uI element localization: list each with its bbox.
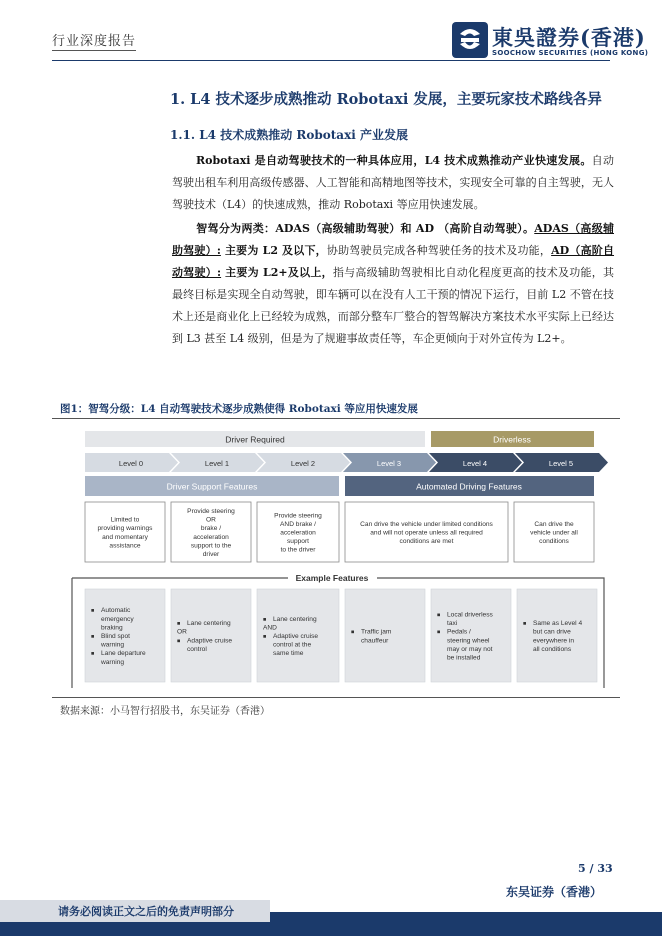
paragraph-robotaxi-intro — [172, 150, 614, 216]
example-line: Traffic jam — [361, 628, 392, 636]
example-connector: AND — [263, 624, 277, 632]
bullet-icon: ■ — [437, 612, 441, 619]
level-descriptions — [85, 502, 594, 562]
company-logo — [452, 22, 649, 60]
description-line: AND brake / — [280, 520, 316, 528]
description-line: assistance — [109, 542, 141, 550]
automated-driving-label: Automated Driving Features — [416, 481, 522, 492]
example-line: Local driverless — [447, 611, 493, 619]
example-line: Pedals / — [447, 628, 471, 636]
example-line: same time — [273, 650, 304, 658]
description-line: Provide steering — [187, 508, 235, 515]
bullet-icon: ■ — [263, 616, 267, 623]
section-heading: 1. L4 技术逐步成熟推动 Robotaxi 发展，主要玩家技术路线各异 — [170, 91, 602, 108]
level-label-5: Level 5 — [548, 459, 574, 468]
para2-underline-adas: ADAS（高级辅助驾驶）: — [172, 222, 614, 257]
example-features-label: Example Features — [295, 573, 369, 583]
example-line: chauffeur — [361, 637, 389, 645]
description-line: providing warnings — [97, 525, 153, 533]
para2-underline-ad: AD（高阶自动驾驶）: — [172, 244, 615, 279]
level-label-2: Level 2 — [290, 459, 316, 468]
example-line: control — [187, 645, 207, 653]
driving-levels-figure — [52, 420, 620, 696]
para2-bold-1: 智驾分为两类：ADAS（高级辅助驾驶）和 AD （高阶自动驾驶）。 — [196, 222, 535, 235]
report-type-label: 行业深度报告 — [52, 30, 136, 51]
logo-english-name: SOOCHOW SECURITIES (HONG KONG) — [492, 49, 649, 57]
footer-brand: 东吴证券（香港） — [506, 885, 603, 899]
level-label-4: Level 4 — [462, 459, 488, 468]
figure-top-rule — [52, 418, 620, 419]
example-line: Automatic — [101, 607, 131, 615]
description-line: to the driver — [280, 546, 316, 554]
figure-source: 数据来源：小马智行招股书，东吴证券（香港） — [60, 706, 270, 717]
description-line: Limited to — [110, 516, 140, 524]
example-line: all conditions — [533, 645, 572, 653]
level-label-3: Level 3 — [376, 459, 402, 468]
description-line: and momentary — [102, 533, 148, 541]
description-line: Can drive the — [534, 520, 574, 528]
example-line: steering wheel — [447, 637, 490, 645]
description-line: acceleration — [280, 529, 316, 537]
example-features — [85, 589, 597, 682]
description-line: vehicle under all — [530, 529, 578, 537]
description-line: acceleration — [193, 533, 229, 541]
example-line: Adaptive cruise — [273, 633, 319, 640]
example-line: be installed — [447, 654, 481, 662]
para1-bold: Robotaxi 是自动驾驶技术的一种具体应用，L4 技术成熟推动产业快速发展。 — [196, 154, 592, 167]
example-line: Lane centering — [273, 615, 317, 623]
description-line: brake / — [200, 525, 222, 533]
description-line: conditions are met — [399, 538, 454, 546]
page-number: 5 / 33 — [578, 862, 613, 875]
example-line: everywhere in — [533, 637, 575, 645]
example-box-4 — [431, 589, 511, 682]
driver-required-label: Driver Required — [225, 434, 285, 445]
example-line: but can drive — [533, 628, 571, 636]
bullet-icon: ■ — [437, 629, 441, 636]
para1-text: 自动驾驶出租车利用高级传感器、人工智能和高精地图等技术，实现安全可靠的自主驾驶，无人驾驶技术（L4）的快速成熟，推动 Robotaxi 等应用快速发展。 — [172, 154, 615, 211]
para2-text-2: 指与高级辅助驾驶相比自动化程度更高的技术及功能，其最终目标是实现全自动驾驶，即车辆可以在没有人工干预的情况下运行，目前 L2 不管在技术上还是商业化上已经较为成熟，而部分整车厂整合的智驾解决方案技术水平实际上已经达到 L3 甚至 L4 级别，但是为了规避事故责任等，车企更倾向于对外宣传为 L2+。 — [172, 266, 615, 345]
description-line: Provide steering — [274, 512, 322, 520]
driving-levels-diagram — [52, 420, 620, 696]
example-line: emergency — [101, 615, 134, 623]
level-chevrons — [85, 453, 608, 472]
example-line: Lane departure — [101, 650, 146, 658]
bullet-icon: ■ — [91, 608, 95, 615]
bullet-icon: ■ — [91, 651, 95, 658]
para2-bold-2: 主要为 L2 及以下， — [220, 244, 327, 257]
bullet-icon: ■ — [523, 621, 527, 628]
logo-chinese-name: 東吳證券(香港) — [492, 25, 646, 50]
example-line: taxi — [447, 620, 458, 628]
figure-bottom-rule — [52, 697, 620, 698]
example-line: may or may not — [447, 645, 493, 653]
description-line: and will not operate unless all required — [370, 529, 483, 537]
example-line: Blind spot — [101, 633, 130, 640]
bullet-icon: ■ — [263, 634, 267, 640]
subsection-heading: 1.1. L4 技术成熟推动 Robotaxi 产业发展 — [170, 128, 408, 142]
example-line: Same as Level 4 — [533, 620, 583, 628]
example-line: warning — [101, 641, 125, 649]
description-line: conditions — [539, 538, 569, 546]
logo-mark-icon — [452, 22, 488, 58]
figure-title: 图1：智驾分级：L4 自动驾驶技术逐步成熟使得 Robotaxi 等应用快速发展 — [60, 403, 418, 415]
description-line: Can drive the vehicle under limited conditions — [360, 520, 493, 528]
bullet-icon: ■ — [91, 634, 95, 640]
example-line: control at the — [273, 641, 312, 649]
para2-text-1: 协助驾驶员完成各种驾驶任务的技术及功能， — [326, 244, 552, 257]
example-connector: OR — [177, 628, 187, 636]
description-line: driver — [202, 551, 220, 558]
bullet-icon: ■ — [177, 621, 181, 628]
header-divider — [52, 60, 610, 61]
driver-support-label: Driver Support Features — [166, 481, 258, 492]
example-line: Adaptive cruise — [187, 637, 233, 645]
description-line: support to the — [190, 542, 232, 550]
description-line: OR — [206, 516, 216, 524]
footer-disclaimer: 请务必阅读正文之后的免责声明部分 — [58, 905, 234, 918]
example-line: braking — [101, 624, 123, 632]
driverless-label: Driverless — [493, 434, 531, 445]
paragraph-adas-ad — [172, 218, 614, 350]
example-line: Lane centering — [187, 620, 231, 628]
level-label-0: Level 0 — [118, 459, 144, 468]
description-line: support — [287, 538, 309, 546]
para2-bold-3: 主要为 L2+及以上， — [221, 266, 333, 279]
bullet-icon: ■ — [351, 629, 355, 636]
example-line: warning — [101, 658, 125, 666]
level-label-1: Level 1 — [204, 459, 230, 468]
bullet-icon: ■ — [177, 638, 181, 645]
